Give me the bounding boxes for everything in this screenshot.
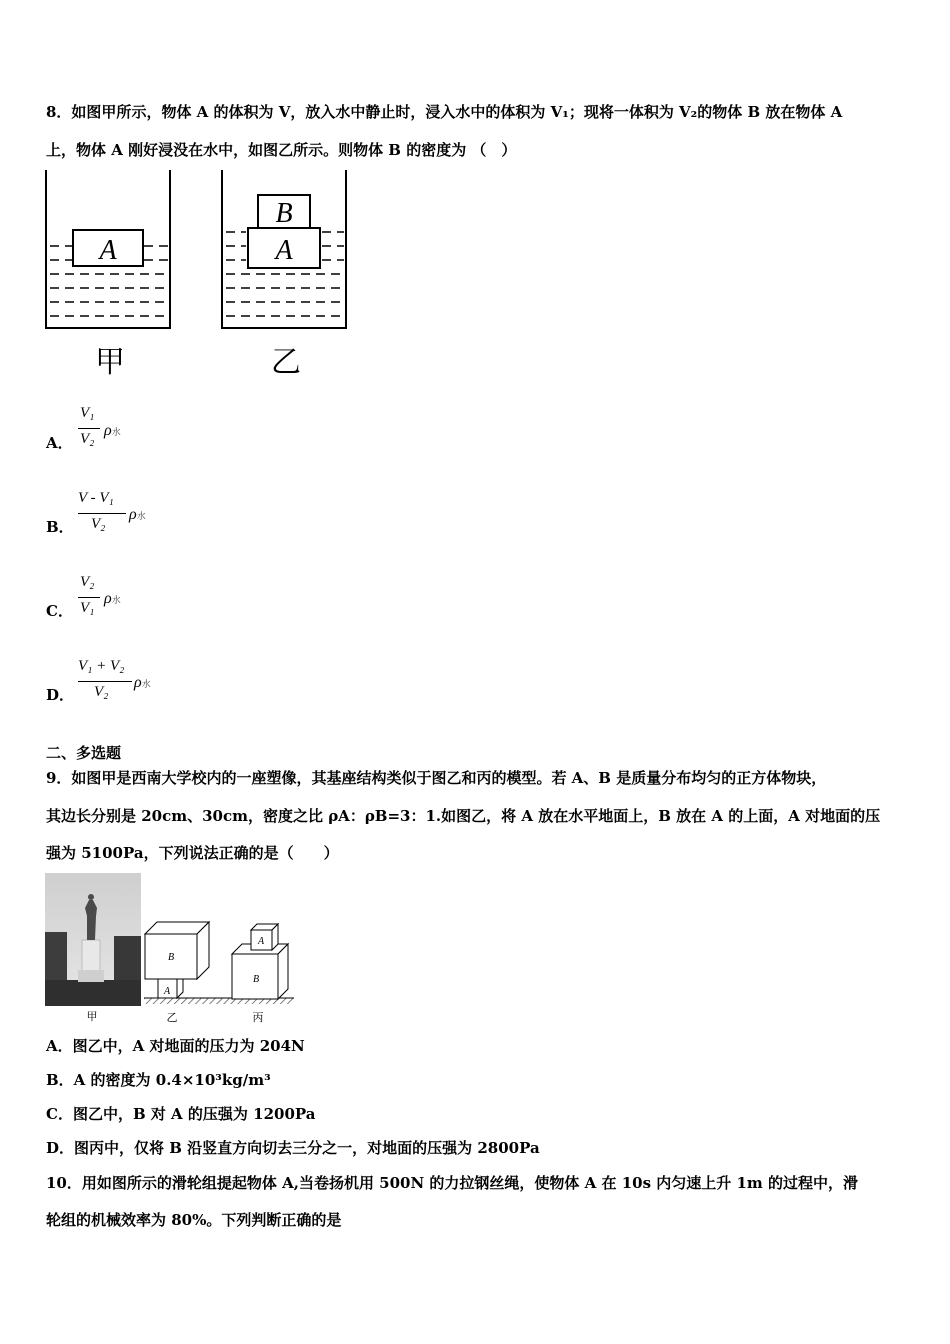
- q9-line-1: 9．如图甲是西南大学校内的一座塑像，其基座结构类似于图乙和丙的模型。若 A、B 是质量分布均匀的正方体物块，: [46, 769, 827, 787]
- q8-label-a-yi: A: [275, 235, 293, 266]
- q8-option-d-fraction: [78, 658, 134, 708]
- q9-yi-label-a: A: [163, 986, 171, 997]
- q8-label-b-yi: B: [275, 198, 293, 229]
- numerator: V - V₁: [78, 490, 114, 506]
- rho-symbol: ρ水: [104, 590, 121, 607]
- fraction-bar: [78, 428, 100, 429]
- q8-caption-yi: 乙: [271, 346, 301, 379]
- q8-option-d-letter: D．: [46, 686, 75, 704]
- fraction-bar: [78, 681, 132, 682]
- numerator: V₂: [80, 574, 95, 590]
- fraction-bar: [78, 597, 100, 598]
- q10-line-2: 轮组的机械效率为 80%。下列判断正确的是: [46, 1211, 342, 1229]
- q9-option-a[interactable]: A．图乙中，A 对地面的压力为 204N: [46, 1037, 305, 1055]
- q8-label-a-jia: A: [99, 235, 117, 266]
- q9-caption-yi: 乙: [166, 1012, 178, 1024]
- q8-option-b-letter: B．: [46, 518, 74, 536]
- rho-symbol: ρ水: [104, 422, 121, 439]
- q9-caption-jia: 甲: [86, 1011, 98, 1023]
- q8-figure: [40, 168, 360, 383]
- q9-line-2: 其边长分别是 20cm、30cm，密度之比 ρA：ρB=3：1.如图乙，将 A 放在水平地面上，B 放在 A 的上面，A 对地面的压: [46, 807, 881, 825]
- q9-option-c[interactable]: C．图乙中，B 对 A 的压强为 1200Pa: [46, 1105, 316, 1123]
- denominator: V₂: [80, 431, 95, 447]
- rho-symbol: ρ水: [134, 674, 151, 691]
- q8-option-c-fraction: [78, 574, 102, 624]
- numerator: V₁: [80, 405, 95, 421]
- q9-bing-label-a: A: [257, 936, 265, 947]
- fraction-bar: [78, 513, 126, 514]
- q8-line-1: 8．如图甲所示，物体 A 的体积为 V，放入水中静止时，浸入水中的体积为 V₁；现将一体积为 V₂的物体 B 放在物体 A: [46, 103, 843, 121]
- denominator: V₁: [80, 600, 95, 616]
- q9-option-d[interactable]: D．图丙中，仅将 B 沿竖直方向切去三分之一，对地面的压强为 2800Pa: [46, 1139, 540, 1157]
- statue-photo: [45, 873, 141, 1006]
- q8-line-2: 上，物体 A 刚好浸没在水中，如图乙所示。则物体 B 的密度为 （ ）: [46, 141, 517, 159]
- q9-option-b[interactable]: B．A 的密度为 0.4×10³kg/m³: [46, 1071, 271, 1089]
- q10-line-1: 10．用如图所示的滑轮组提起物体 A,当卷扬机用 500N 的力拉钢丝绳，使物体 A 在 10s 内匀速上升 1m 的过程中，滑: [46, 1174, 859, 1192]
- section-title: 二、多选题: [46, 744, 122, 762]
- rho-symbol: ρ水: [129, 506, 146, 523]
- q9-figure: [44, 872, 304, 1027]
- numerator: V₁ + V₂: [78, 658, 125, 674]
- q8-caption-jia: 甲: [95, 346, 125, 379]
- denominator: V₂: [91, 516, 106, 532]
- q9-yi-label-b: B: [167, 952, 175, 963]
- q8-option-a-fraction: [78, 405, 102, 455]
- denominator: V₂: [94, 684, 109, 700]
- q9-line-3: 强为 5100Pa，下列说法正确的是（ ）: [46, 844, 339, 862]
- q8-option-c-letter: C．: [46, 602, 73, 620]
- q9-caption-bing: 丙: [252, 1012, 264, 1024]
- q8-option-a-letter: A．: [46, 434, 73, 452]
- q9-bing-label-b: B: [252, 974, 260, 985]
- q8-option-b-fraction: [78, 490, 128, 540]
